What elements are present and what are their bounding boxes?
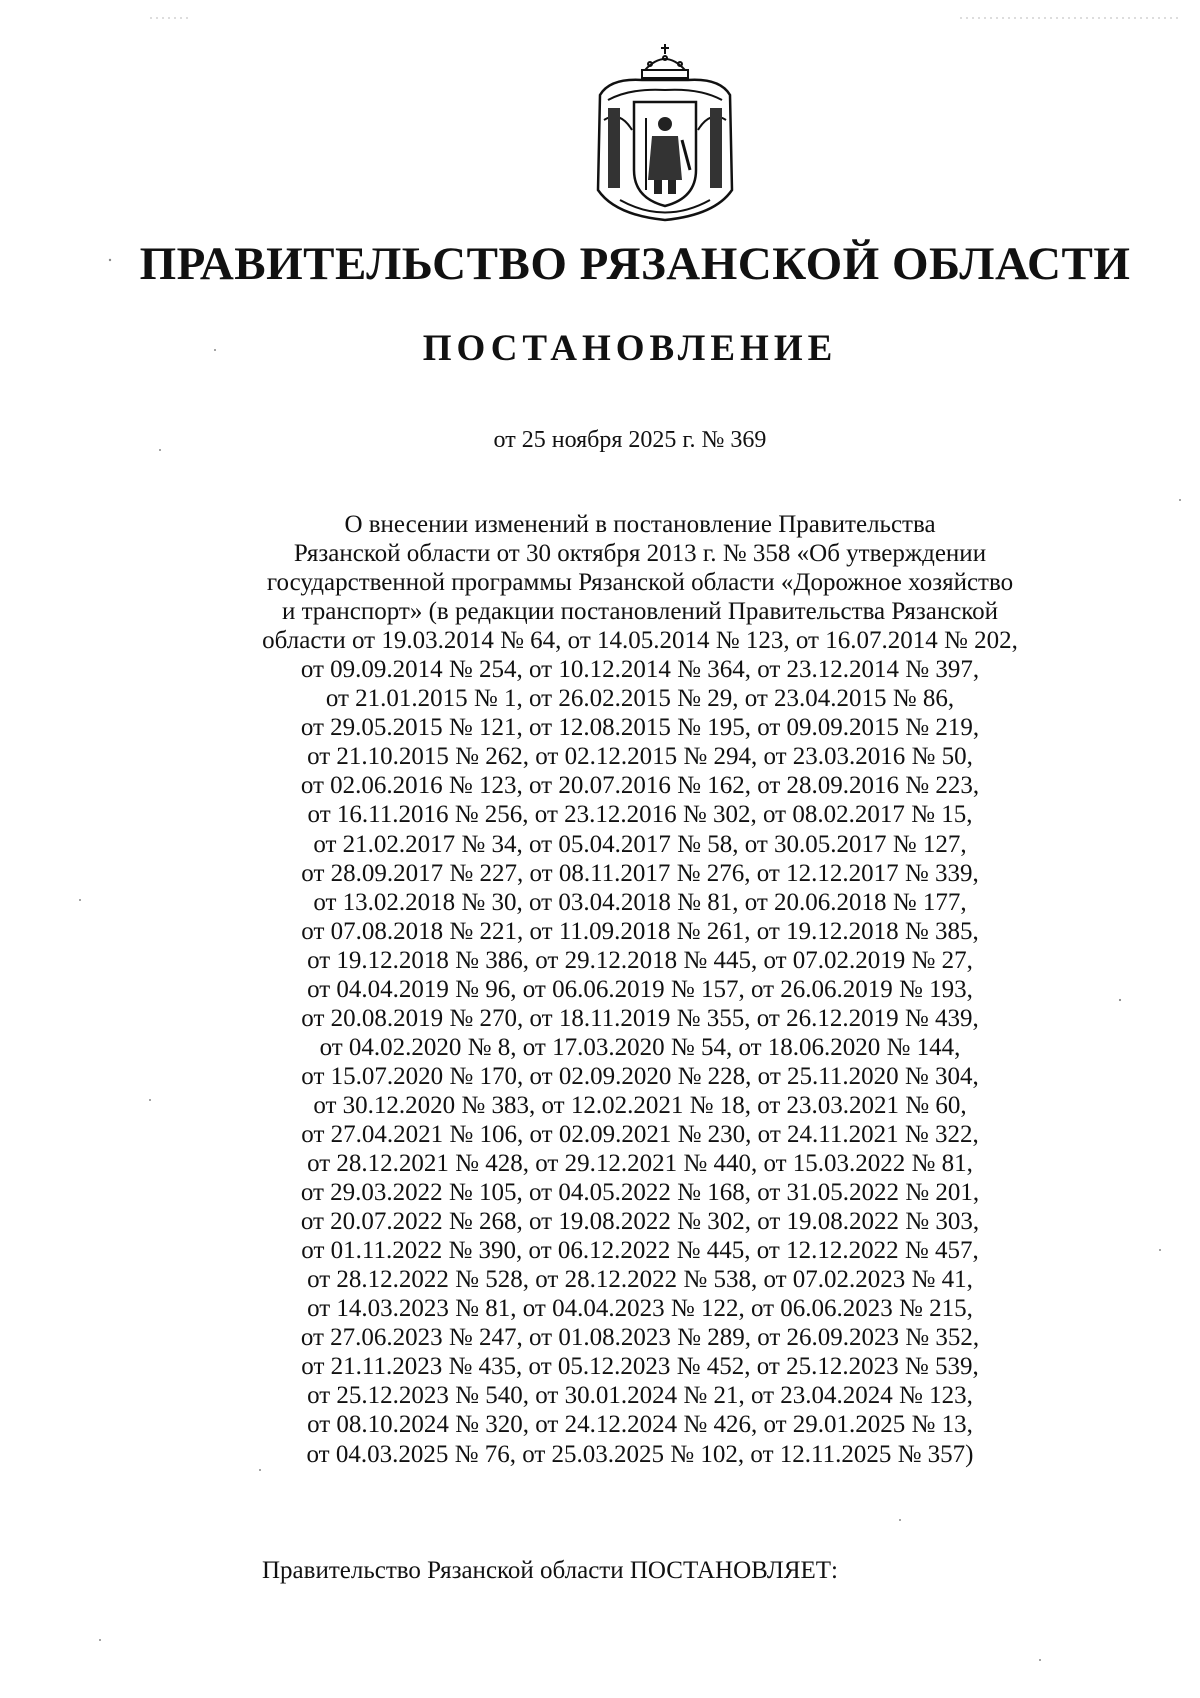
subject-line: от 21.01.2015 № 1, от 26.02.2015 № 29, от 23.04.2015 № 86,	[325, 685, 955, 713]
coat-of-arms-icon	[590, 40, 740, 225]
subject-line: от 14.03.2023 № 81, от 04.04.2023 № 122, от 06.06.2023 № 215,	[307, 1295, 973, 1323]
subject-line: от 16.11.2016 № 256, от 23.12.2016 № 302, от 08.02.2017 № 15,	[307, 801, 973, 829]
subject-line: от 09.09.2014 № 254, от 10.12.2014 № 364, от 23.12.2014 № 397,	[300, 656, 980, 684]
subject-line: от 07.08.2018 № 221, от 11.09.2018 № 261, от 19.12.2018 № 385,	[301, 917, 979, 945]
organization-title: ПРАВИТЕЛЬСТВО РЯЗАНСКОЙ ОБЛАСТИ	[139, 238, 1131, 290]
subject-line: Рязанской области от 30 октября 2013 г. № 358 «Об утверждении	[293, 540, 987, 568]
subject-line: от 01.11.2022 № 390, от 06.12.2022 № 445, от 12.12.2022 № 457,	[301, 1237, 979, 1265]
subject-line: от 20.08.2019 № 270, от 18.11.2019 № 355, от 26.12.2019 № 439,	[301, 1004, 979, 1032]
document-type-heading: ПОСТАНОВЛЕНИЕ	[422, 328, 838, 369]
subject-line: от 27.06.2023 № 247, от 01.08.2023 № 289, от 26.09.2023 № 352,	[300, 1324, 980, 1352]
subject-line: от 04.02.2020 № 8, от 17.03.2020 № 54, от 18.06.2020 № 144,	[319, 1033, 961, 1061]
subject-line: от 04.04.2019 № 96, от 06.06.2019 № 157, от 26.06.2019 № 193,	[307, 975, 973, 1003]
subject-line: от 02.06.2016 № 123, от 20.07.2016 № 162, от 28.09.2016 № 223,	[300, 772, 980, 800]
decree-statement: Правительство Рязанской области ПОСТАНОВЛЯЕТ:	[262, 1557, 838, 1584]
subject-line: от 15.07.2020 № 170, от 02.09.2020 № 228, от 25.11.2020 № 304,	[301, 1062, 979, 1090]
subject-line: от 13.02.2018 № 30, от 03.04.2018 № 81, от 20.06.2018 № 177,	[313, 888, 967, 916]
subject-line: от 29.03.2022 № 105, от 04.05.2022 № 168, от 31.05.2022 № 201,	[300, 1179, 980, 1207]
subject-line: и транспорт» (в редакции постановлений Правительства Рязанской	[281, 598, 999, 626]
document-date-number: от 25 ноября 2025 г. № 369	[493, 427, 767, 453]
subject-line: от 20.07.2022 № 268, от 19.08.2022 № 302, от 19.08.2022 № 303,	[300, 1208, 980, 1236]
subject-line: от 27.04.2021 № 106, от 02.09.2021 № 230, от 24.11.2021 № 322,	[301, 1120, 979, 1148]
subject-line: О внесении изменений в постановление Правительства	[344, 511, 936, 538]
subject-line: от 25.12.2023 № 540, от 30.01.2024 № 21, от 23.04.2024 № 123,	[307, 1382, 973, 1410]
subject-line: от 08.10.2024 № 320, от 24.12.2024 № 426, от 29.01.2025 № 13,	[307, 1411, 973, 1439]
subject-line: от 30.12.2020 № 383, от 12.02.2021 № 18, от 23.03.2021 № 60,	[313, 1091, 967, 1119]
subject-line: от 29.05.2015 № 121, от 12.08.2015 № 195, от 09.09.2015 № 219,	[300, 714, 980, 742]
subject-line: области от 19.03.2014 № 64, от 14.05.2014 № 123, от 16.07.2014 № 202,	[262, 627, 1018, 655]
subject-line: от 28.12.2021 № 428, от 29.12.2021 № 440, от 15.03.2022 № 81,	[307, 1150, 973, 1178]
subject-line: от 28.12.2022 № 528, от 28.12.2022 № 538, от 07.02.2023 № 41,	[307, 1266, 973, 1294]
subject-line: от 21.11.2023 № 435, от 05.12.2023 № 452, от 25.12.2023 № 539,	[301, 1353, 979, 1381]
subject-line: государственной программы Рязанской области «Дорожное хозяйство	[266, 569, 1014, 597]
subject-line: от 28.09.2017 № 227, от 08.11.2017 № 276, от 12.12.2017 № 339,	[301, 859, 979, 887]
subject-line: от 21.02.2017 № 34, от 05.04.2017 № 58, от 30.05.2017 № 127,	[313, 830, 967, 858]
subject-line: от 19.12.2018 № 386, от 29.12.2018 № 445, от 07.02.2019 № 27,	[307, 946, 973, 974]
subject-line: от 21.10.2015 № 262, от 02.12.2015 № 294, от 23.03.2016 № 50,	[307, 743, 973, 771]
subject-line: от 04.03.2025 № 76, от 25.03.2025 № 102, от 12.11.2025 № 357)	[306, 1440, 974, 1468]
document-subject	[200, 510, 1080, 1469]
